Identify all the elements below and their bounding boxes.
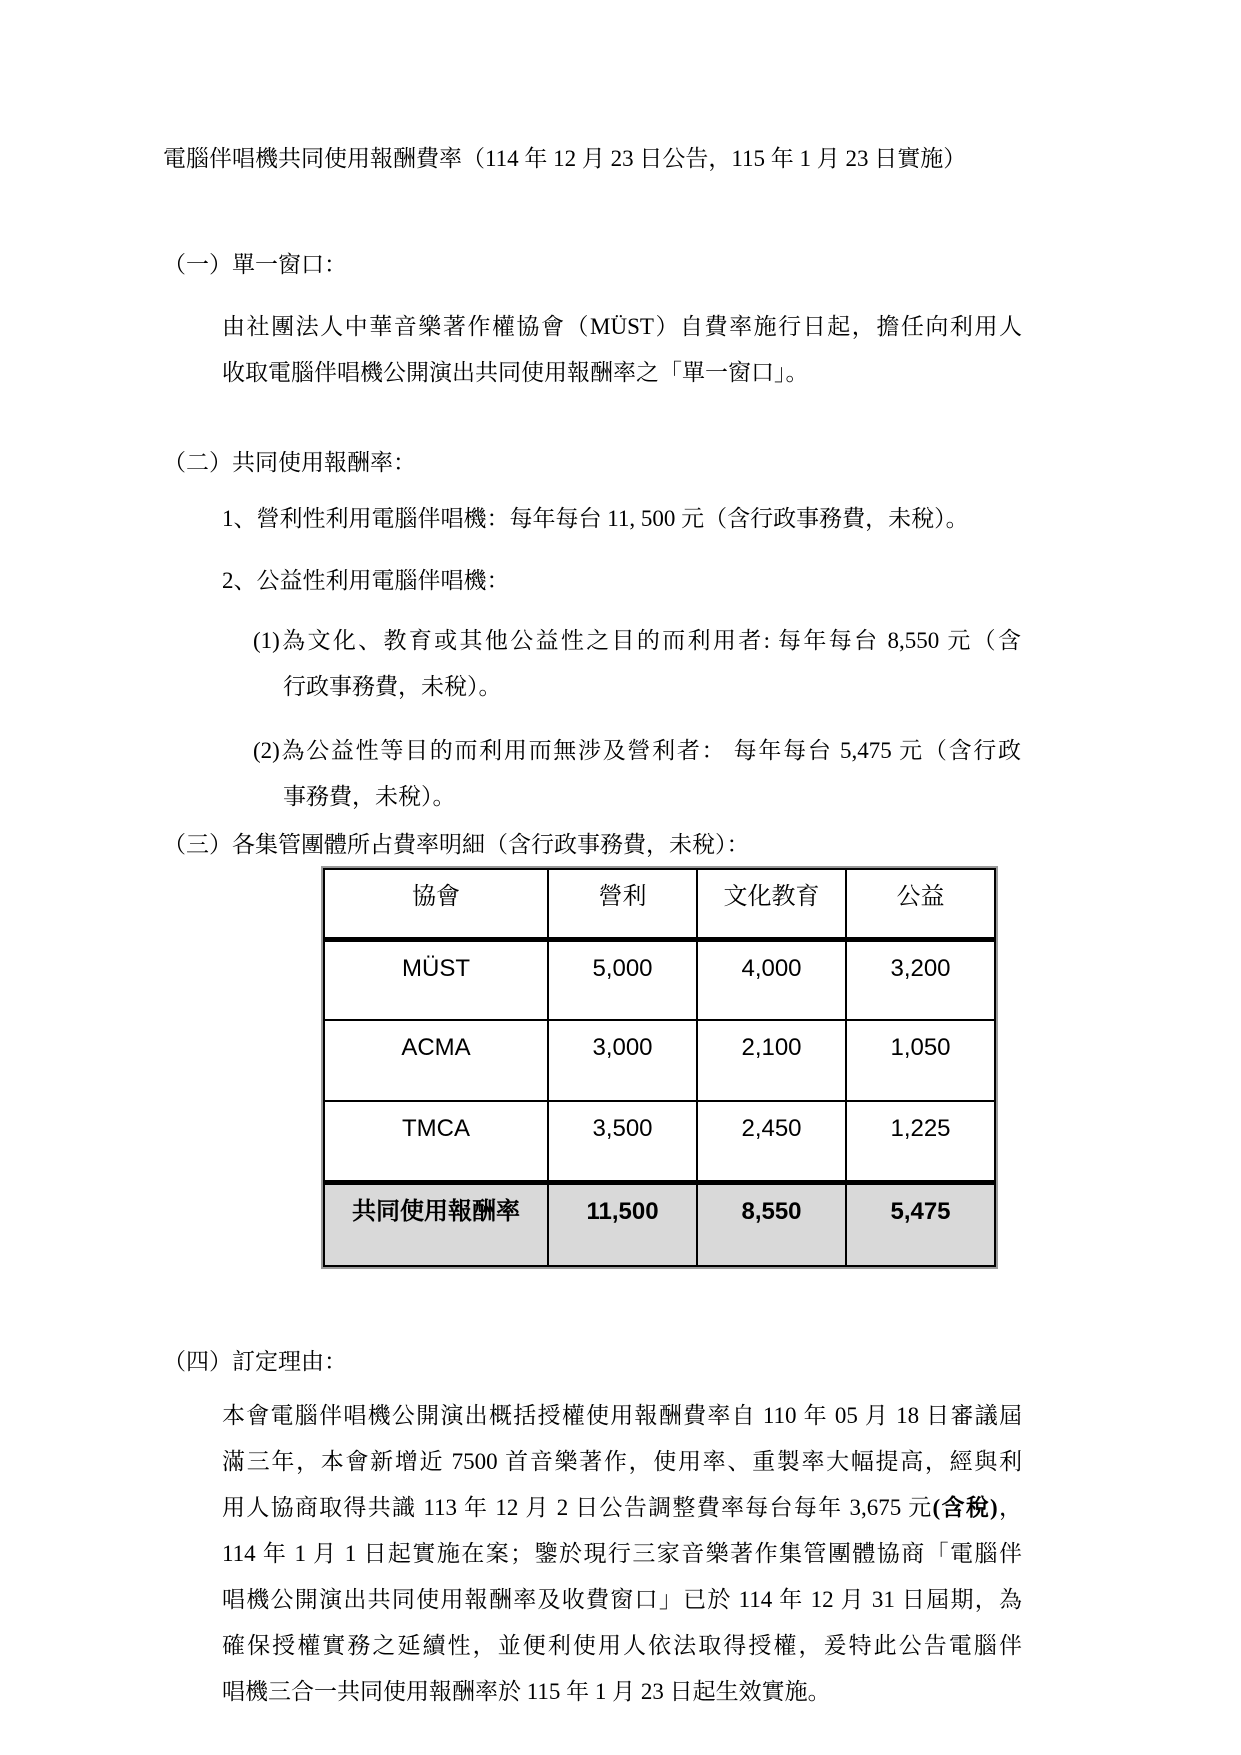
- section4-line7: 唱機三合一共同使用報酬率於 115 年 1 月 23 日起生效實施。: [222, 1679, 831, 1704]
- section4-line3-post: ，: [997, 1495, 1022, 1520]
- section4-line4: 114 年 1 月 1 日起實施在案；鑒於現行三家音樂著作集管團體協商「電腦伴: [222, 1541, 1022, 1566]
- table-cell-value: 3,000: [548, 1020, 697, 1101]
- section2-subitem2-line1: (2)為公益性等目的而利用而無涉及營利者： 每年每台 5,475 元（含行政: [253, 738, 1021, 763]
- section3-heading: （三）各集管團體所占費率明細（含行政事務費，未稅）：: [163, 832, 750, 857]
- table-total-label: 共同使用報酬率: [324, 1182, 548, 1266]
- table-header-public-welfare: 公益: [846, 869, 995, 939]
- section4-line5: 唱機公開演出共同使用報酬率及收費窗口」已於 114 年 12 月 31 日屆期，為: [222, 1587, 1022, 1612]
- table-cell-name: ACMA: [324, 1020, 548, 1101]
- section2-item1: 1、營利性利用電腦伴唱機：每年每台 11, 500 元（含行政事務費，未稅）。: [222, 506, 969, 531]
- table-row-tmca: [324, 1101, 995, 1182]
- royalty-rate-table: [323, 868, 996, 1267]
- table-row-must: [324, 939, 995, 1020]
- table-cell-value: 2,450: [697, 1101, 846, 1182]
- table-total-value: 11,500: [548, 1182, 697, 1266]
- section1-paragraph: [222, 304, 1022, 396]
- table-total-value: 5,475: [846, 1182, 995, 1266]
- section2-subitem1-line1: (1)為文化、教育或其他公益性之目的而利用者: 每年每台 8,550 元（含: [253, 628, 1021, 653]
- section1-line2: 收取電腦伴唱機公開演出共同使用報酬率之「單一窗口」。: [222, 360, 809, 385]
- section4-line1: 本會電腦伴唱機公開演出概括授權使用報酬費率自 110 年 05 月 18 日審議屆: [222, 1403, 1022, 1428]
- section4-line6: 確保授權實務之延續性，並便利使用人依法取得授權，爰特此公告電腦伴: [222, 1633, 1022, 1658]
- section4-line3-pre: 用人協商取得共識 113 年 12 月 2 日公告調整費率每台每年 3,675 元: [222, 1495, 933, 1520]
- table-cell-name: TMCA: [324, 1101, 548, 1182]
- section4-line3: [222, 1485, 1022, 1531]
- section2-heading: （二）共同使用報酬率：: [163, 450, 416, 475]
- table-header-association: 協會: [324, 869, 548, 939]
- table-cell-name: MÜST: [324, 939, 548, 1020]
- section1-line1: 由社團法人中華音樂著作權協會（MÜST）自費率施行日起，擔任向利用人: [222, 314, 1022, 339]
- table-cell-value: 5,000: [548, 939, 697, 1020]
- section2-subitem2-line2: 事務費，未稅）。: [283, 784, 456, 809]
- document-title: 電腦伴唱機共同使用報酬費率（114 年 12 月 23 日公告，115 年 1 月 23 日實施）: [163, 146, 967, 171]
- section1-heading: （一）單一窗口：: [163, 252, 347, 277]
- table-cell-value: 1,225: [846, 1101, 995, 1182]
- section4-line2: 滿三年，本會新增近 7500 首音樂著作，使用率、重製率大幅提高，經與利: [222, 1449, 1022, 1474]
- section2-item2-heading: 2、公益性利用電腦伴唱機：: [222, 568, 510, 593]
- table-row-acma: [324, 1020, 995, 1101]
- table-header-row: [324, 869, 995, 939]
- table-total-value: 8,550: [697, 1182, 846, 1266]
- table-cell-value: 3,500: [548, 1101, 697, 1182]
- section2-subitem2: [163, 728, 1166, 820]
- section4-paragraph: [222, 1393, 1022, 1715]
- table-cell-value: 2,100: [697, 1020, 846, 1101]
- table-cell-value: 3,200: [846, 939, 995, 1020]
- section2-subitem1: [163, 618, 1166, 710]
- table-total-row: [324, 1182, 995, 1266]
- table-cell-value: 4,000: [697, 939, 846, 1020]
- section2-subitem1-line2: 行政事務費，未稅）。: [283, 674, 502, 699]
- table-header-commercial: 營利: [548, 869, 697, 939]
- section4-heading: （四）訂定理由：: [163, 1349, 347, 1374]
- section4-line3-bold: (含稅): [932, 1495, 998, 1520]
- table-cell-value: 1,050: [846, 1020, 995, 1101]
- table-header-culture-education: 文化教育: [697, 869, 846, 939]
